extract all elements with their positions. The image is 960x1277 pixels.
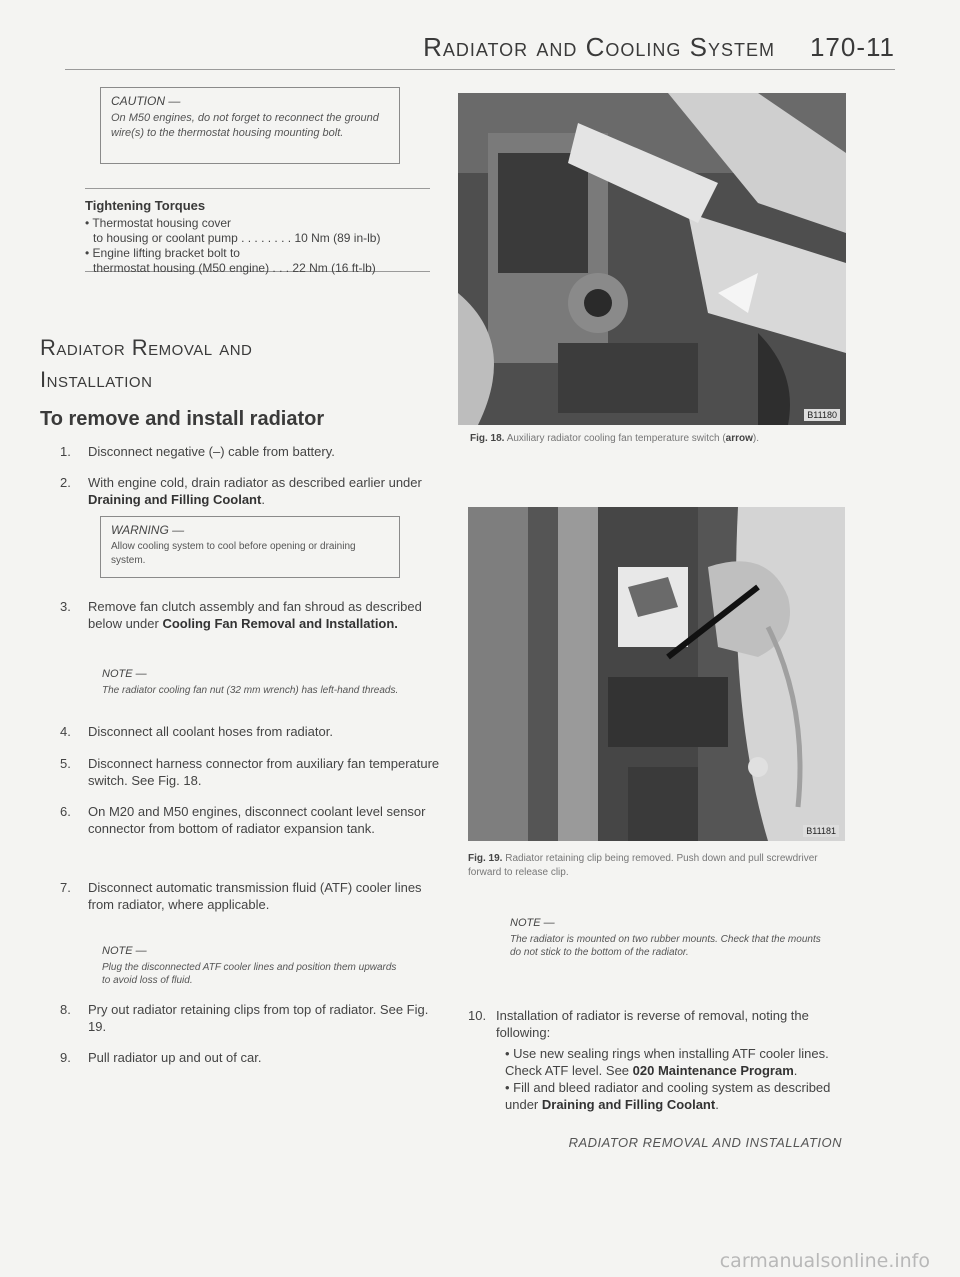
step-text: On M20 and M50 engines, disconnect coolant level sensor connector from bottom of radiator expansion tank. [88, 804, 426, 836]
tightening-torques [85, 188, 430, 275]
note-title: NOTE — [102, 945, 147, 957]
procedure-heading: To remove and install radiator [40, 408, 325, 430]
step [60, 474, 440, 508]
step-number: 4. [60, 724, 71, 739]
figure-label: Fig. 18. [470, 433, 505, 444]
step-number: 8. [60, 1002, 71, 1017]
step-text: Disconnect negative (–) cable from battery. [88, 444, 335, 459]
list-item: • Use new sealing rings when installing ATF cooler lines. Check ATF level. See 020 Maintenance Program. [505, 1046, 829, 1078]
installation-notes [505, 1045, 850, 1113]
caution-title: CAUTION — [111, 94, 181, 108]
figure-id: B11181 [803, 825, 839, 837]
note-body: The radiator is mounted on two rubber mounts. Check that the mounts do not stick to the bottom of the radiator. [510, 934, 821, 958]
step [60, 723, 440, 740]
step-number: 1. [60, 444, 71, 459]
caution-body: On M50 engines, do not forget to reconnect the ground wire(s) to the thermostat housing mounting bolt. [111, 112, 379, 139]
step [468, 1007, 853, 1041]
section-heading-line: Radiator Removal and [40, 335, 253, 360]
page-number: 170-11 [809, 32, 895, 62]
step-number: 6. [60, 804, 71, 819]
warning-title: WARNING — [111, 523, 185, 537]
figure-18-photo [458, 93, 846, 425]
figure-19-photo [468, 507, 845, 841]
page-header [65, 30, 895, 70]
step-text: Installation of radiator is reverse of removal, noting the following: [496, 1008, 809, 1040]
torques-heading: Tightening Torques [85, 198, 206, 213]
step [60, 1049, 440, 1066]
step-text: Disconnect harness connector from auxiliary fan temperature switch. See Fig. 18. [88, 756, 440, 788]
header-title: Radiator and Cooling System [423, 32, 775, 62]
note-body: The radiator cooling fan nut (32 mm wrench) has left-hand threads. [102, 685, 399, 696]
step [60, 1001, 440, 1035]
warning-box [100, 516, 400, 578]
step-number: 3. [60, 599, 71, 614]
warning-body: Allow cooling system to cool before opening or draining system. [111, 541, 356, 566]
figure-19-caption: Fig. 19. Radiator retaining clip being removed. Push down and pull screwdriver forward to release clip. [468, 853, 818, 878]
step-text: Disconnect automatic transmission fluid (ATF) cooler lines from radiator, where applicable. [88, 880, 422, 912]
section-heading [40, 332, 252, 396]
running-footer: RADIATOR REMOVAL AND INSTALLATION [568, 1135, 842, 1150]
section-heading-line: Installation [40, 367, 153, 392]
note [510, 917, 830, 959]
note-title: NOTE — [102, 668, 147, 680]
step-text: Pull radiator up and out of car. [88, 1050, 262, 1065]
step-text: With engine cold, drain radiator as described earlier under Draining and Filling Coolant. [88, 475, 422, 507]
step-text: Pry out radiator retaining clips from top of radiator. See Fig. 19. [88, 1002, 429, 1034]
step-number: 5. [60, 756, 71, 771]
torque-item: thermostat housing (M50 engine) . . . 22 Nm (16 ft-lb) [93, 261, 376, 275]
step [60, 803, 440, 837]
note [102, 945, 402, 987]
step [60, 879, 440, 913]
figure-18-caption: Fig. 18. Auxiliary radiator cooling fan temperature switch (arrow). [470, 433, 760, 444]
retaining-clip-illustration [468, 507, 845, 841]
step [60, 755, 440, 789]
radiator-switch-illustration [458, 93, 846, 425]
figure-id: B11180 [804, 409, 840, 421]
step-text: Disconnect all coolant hoses from radiator. [88, 724, 333, 739]
torque-item: • Thermostat housing cover [85, 216, 232, 230]
step [60, 598, 440, 632]
note-title: NOTE — [510, 917, 555, 929]
step-text: Remove fan clutch assembly and fan shroud as described below under Cooling Fan Removal and Installation. [88, 599, 422, 631]
note [102, 668, 402, 697]
torque-item: to housing or coolant pump . . . . . . . . 10 Nm (89 in-lb) [93, 231, 381, 245]
step [60, 443, 440, 460]
note-body: Plug the disconnected ATF cooler lines and position them upwards to avoid loss of fluid. [102, 962, 397, 986]
step-number: 2. [60, 475, 71, 490]
torque-item: • Engine lifting bracket bolt to [85, 246, 240, 260]
figure-label: Fig. 19. [468, 853, 503, 864]
caution-box [100, 87, 400, 164]
cross-reference: 020 Maintenance Program [632, 1063, 794, 1078]
step-number: 9. [60, 1050, 71, 1065]
watermark: carmanualsonline.info [719, 1250, 930, 1272]
step-number: 7. [60, 880, 71, 895]
cross-reference: Draining and Filling Coolant [541, 1097, 716, 1112]
step-number: 10. [468, 1008, 487, 1023]
list-item: • Fill and bleed radiator and cooling system as described under Draining and Filling Coolant. [505, 1080, 831, 1112]
cross-reference: Cooling Fan Removal and Installation. [162, 616, 398, 631]
cross-reference: Draining and Filling Coolant [88, 492, 262, 507]
